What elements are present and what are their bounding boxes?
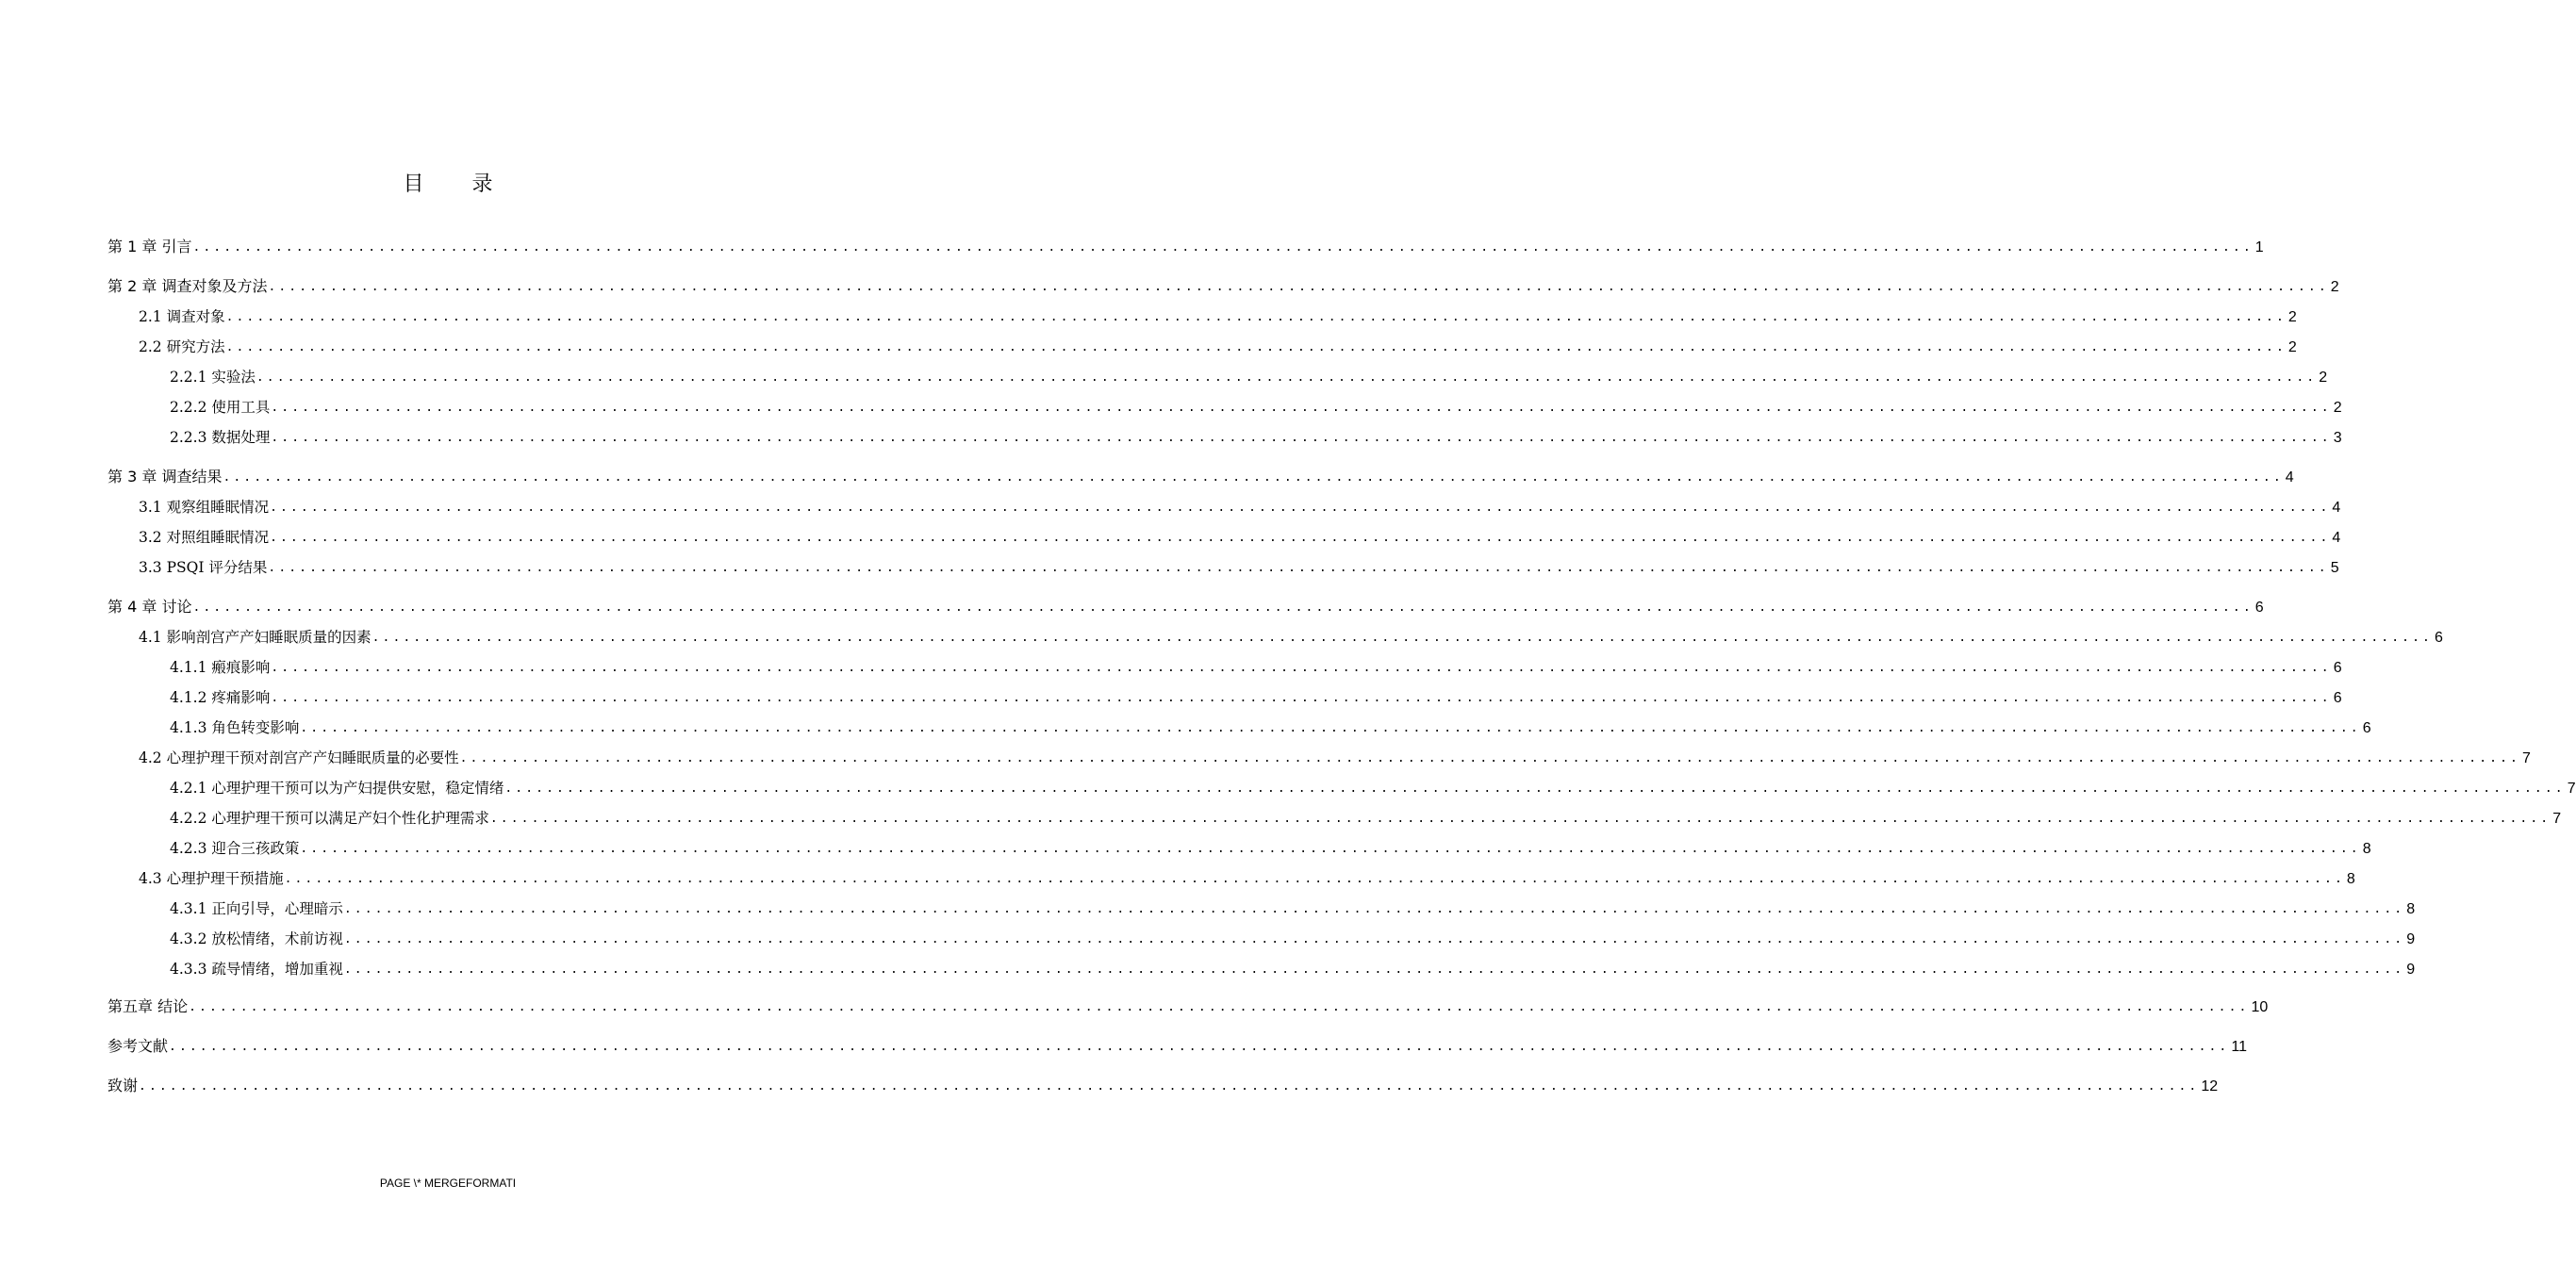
toc-entry-label: 第 1 章 引言 bbox=[107, 238, 192, 255]
toc-entry-page-number: 8 bbox=[2346, 871, 2355, 887]
toc-entry-label: 3.2 对照组睡眠情况 bbox=[139, 529, 270, 546]
toc-entry-label: 4.3.3 疏导情绪，增加重视 bbox=[170, 961, 343, 978]
toc-entry[interactable] bbox=[107, 1033, 2247, 1056]
toc-entry-label: 第五章 结论 bbox=[107, 997, 189, 1015]
toc-entry[interactable] bbox=[139, 304, 2297, 326]
toc-entry[interactable] bbox=[107, 594, 2264, 617]
toc-entry-label: 4.2 心理护理干预对剖宫产产妇睡眠质量的必要性 bbox=[139, 749, 459, 766]
toc-entry[interactable] bbox=[170, 896, 2416, 918]
toc-entry-label: 2.2.2 使用工具 bbox=[170, 399, 271, 416]
dot-leader: ........................................................................................................................................................................................................ bbox=[271, 691, 2332, 705]
dot-leader: ........................................................................................................................................................................................................ bbox=[343, 902, 2405, 916]
toc-entry-label: 2.2.3 数据处理 bbox=[170, 429, 271, 446]
toc-entry[interactable] bbox=[139, 624, 2443, 647]
toc-entry-page-number: 4 bbox=[2332, 500, 2341, 516]
page-footer: PAGE \* MERGEFORMATI bbox=[379, 1176, 517, 1190]
dot-leader: ........................................................................................................................................................................................................ bbox=[268, 280, 2329, 294]
dot-leader: ........................................................................................................................................................................................................ bbox=[489, 812, 2551, 826]
toc-entry-page-number: 2 bbox=[2319, 370, 2328, 386]
toc-entry-label: 参考文献 bbox=[107, 1037, 169, 1055]
toc-entry-label: 3.1 观察组睡眠情况 bbox=[139, 499, 270, 516]
toc-entry-label: 2.2 研究方法 bbox=[139, 338, 225, 355]
dot-leader: ........................................................................................................................................................................................................ bbox=[270, 531, 2331, 545]
toc-entry[interactable] bbox=[139, 524, 2341, 547]
toc-entry[interactable] bbox=[170, 684, 2342, 707]
toc-entry-page-number: 2 bbox=[2333, 400, 2342, 416]
dot-leader: ........................................................................................................................................................................................................ bbox=[300, 721, 2361, 735]
toc-entry-page-number: 6 bbox=[2254, 600, 2264, 616]
toc-entry[interactable] bbox=[107, 273, 2339, 296]
toc-entry-page-number: 4 bbox=[2332, 530, 2341, 546]
dot-leader: ........................................................................................................................................................................................................ bbox=[256, 370, 2318, 385]
dot-leader: ........................................................................................................................................................................................................ bbox=[271, 431, 2332, 445]
toc-entry[interactable] bbox=[139, 494, 2341, 517]
toc-entry-label: 第 3 章 调查结果 bbox=[107, 468, 223, 485]
toc-entry-page-number: 6 bbox=[2434, 630, 2443, 646]
toc-entry[interactable] bbox=[170, 394, 2342, 417]
toc-entry-label: 第 2 章 调查对象及方法 bbox=[107, 277, 268, 295]
dot-leader: ........................................................................................................................................................................................................ bbox=[225, 310, 2287, 324]
toc-entry-page-number: 9 bbox=[2406, 931, 2416, 947]
dot-leader: ........................................................................................................................................................................................................ bbox=[343, 963, 2405, 977]
toc-entry-page-number: 2 bbox=[2330, 279, 2339, 295]
toc-entry-page-number: 8 bbox=[2362, 841, 2371, 857]
dot-leader: ........................................................................................................................................................................................................ bbox=[459, 751, 2520, 765]
dot-leader: ........................................................................................................................................................................................................ bbox=[271, 661, 2332, 675]
toc-entry-page-number: 8 bbox=[2406, 901, 2416, 917]
toc-entry[interactable] bbox=[170, 956, 2416, 979]
toc-entry[interactable] bbox=[139, 745, 2531, 767]
toc-entry-label: 3.3 PSQI 评分结果 bbox=[139, 559, 268, 576]
toc-entry-label: 4.3.2 放松情绪，术前访视 bbox=[170, 930, 343, 947]
dot-leader: ........................................................................................................................................................................................................ bbox=[504, 782, 2566, 796]
toc-entry-page-number: 3 bbox=[2333, 430, 2342, 446]
toc-entry-page-number: 6 bbox=[2333, 690, 2342, 706]
toc-entry[interactable] bbox=[170, 775, 2576, 798]
toc-entry-page-number: 2 bbox=[2287, 339, 2297, 355]
dot-leader: ........................................................................................................................................................................................................ bbox=[343, 932, 2405, 946]
toc-entry[interactable] bbox=[107, 1073, 2219, 1095]
toc-entry-label: 2.1 调查对象 bbox=[139, 308, 225, 325]
toc-entry[interactable] bbox=[170, 926, 2416, 948]
toc-entry-label: 4.1.2 疼痛影响 bbox=[170, 689, 271, 706]
dot-leader: ........................................................................................................................................................................................................ bbox=[268, 561, 2329, 575]
dot-leader: ........................................................................................................................................................................................................ bbox=[169, 1040, 2230, 1054]
toc-entry-label: 4.2.1 心理护理干预可以为产妇提供安慰，稳定情绪 bbox=[170, 780, 504, 797]
toc-entry-label: 4.1 影响剖宫产产妇睡眠质量的因素 bbox=[139, 629, 372, 646]
dot-leader: ........................................................................................................................................................................................................ bbox=[284, 872, 2345, 886]
toc-entry-label: 4.1.1 瘢痕影响 bbox=[170, 659, 271, 676]
toc-entry[interactable] bbox=[107, 234, 2264, 256]
toc-entry[interactable] bbox=[170, 364, 2328, 387]
dot-leader: ........................................................................................................................................................................................................ bbox=[271, 401, 2332, 415]
toc-entry[interactable] bbox=[170, 654, 2342, 677]
dot-leader: ........................................................................................................................................................................................................ bbox=[192, 240, 2254, 255]
toc-entry[interactable] bbox=[139, 554, 2339, 577]
toc-entry[interactable] bbox=[139, 334, 2297, 356]
dot-leader: ........................................................................................................................................................................................................ bbox=[270, 501, 2331, 515]
toc-entry[interactable] bbox=[170, 835, 2371, 858]
dot-leader: ........................................................................................................................................................................................................ bbox=[139, 1079, 2200, 1094]
toc-entry-page-number: 6 bbox=[2333, 660, 2342, 676]
toc-entry[interactable] bbox=[107, 994, 2269, 1016]
dot-leader: ........................................................................................................................................................................................................ bbox=[225, 340, 2287, 354]
toc-entry-page-number: 10 bbox=[2251, 999, 2269, 1015]
toc-entry-label: 4.2.3 迎合三孩政策 bbox=[170, 840, 300, 857]
dot-leader: ........................................................................................................................................................................................................ bbox=[223, 470, 2284, 485]
toc-entry-label: 第 4 章 讨论 bbox=[107, 598, 192, 616]
toc-title: 目 录 bbox=[403, 173, 514, 196]
dot-leader: ........................................................................................................................................................................................................ bbox=[189, 1000, 2250, 1014]
toc-entry-page-number: 7 bbox=[2521, 750, 2531, 766]
toc-entry[interactable] bbox=[170, 715, 2371, 737]
toc-entry[interactable] bbox=[170, 805, 2562, 828]
dot-leader: ........................................................................................................................................................................................................ bbox=[192, 601, 2254, 615]
toc-entry-page-number: 5 bbox=[2330, 560, 2339, 576]
dot-leader: ........................................................................................................................................................................................................ bbox=[300, 842, 2361, 856]
toc-entry-label: 4.1.3 角色转变影响 bbox=[170, 719, 300, 736]
toc-entry-page-number: 4 bbox=[2285, 469, 2294, 485]
toc-entry-label: 4.3 心理护理干预措施 bbox=[139, 870, 284, 887]
toc-entry-page-number: 9 bbox=[2406, 962, 2416, 978]
toc-entry-label: 致谢 bbox=[107, 1077, 139, 1094]
toc-entry-page-number: 7 bbox=[2567, 781, 2576, 797]
toc-entry-page-number: 12 bbox=[2201, 1078, 2219, 1094]
toc-entry-page-number: 2 bbox=[2287, 309, 2297, 325]
toc-entry-label: 2.2.1 实验法 bbox=[170, 369, 256, 386]
toc-entry[interactable] bbox=[139, 865, 2355, 888]
toc-entry-page-number: 1 bbox=[2254, 239, 2264, 255]
toc-entry-label: 4.2.2 心理护理干预可以满足产妇个性化护理需求 bbox=[170, 810, 489, 827]
dot-leader: ........................................................................................................................................................................................................ bbox=[372, 631, 2433, 645]
toc-entry[interactable] bbox=[170, 424, 2342, 447]
toc-entry-label: 4.3.1 正向引导，心理暗示 bbox=[170, 900, 343, 917]
toc-entry-page-number: 7 bbox=[2552, 811, 2562, 827]
toc-entry-page-number: 6 bbox=[2362, 720, 2371, 736]
toc-entry[interactable] bbox=[107, 464, 2294, 486]
toc-entry-page-number: 11 bbox=[2231, 1039, 2247, 1055]
